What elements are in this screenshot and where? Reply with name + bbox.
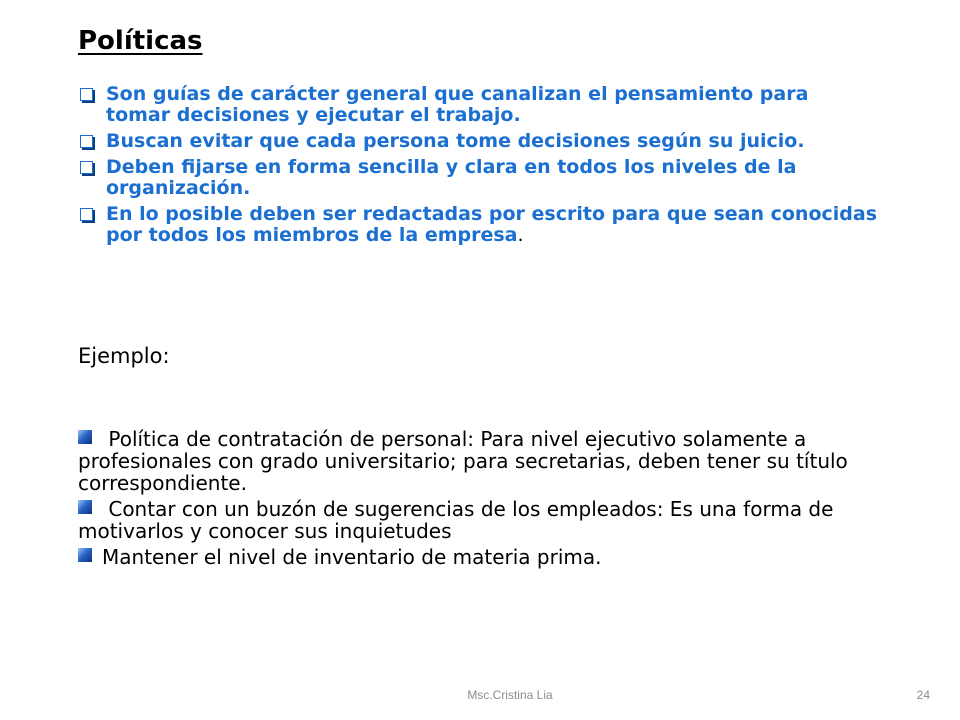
bullet-item <box>78 157 878 199</box>
bullet-list <box>78 84 878 251</box>
example-item <box>78 428 898 494</box>
checkbox-bullet-icon <box>80 88 93 101</box>
footer-author: Msc.Cristina Lia <box>467 688 553 702</box>
bullet-text: Son guías de carácter general que canalizan el pensamiento para tomar decisiones y ejecutar el trabajo. <box>106 83 809 126</box>
bullet-item <box>78 204 878 246</box>
example-text: Política de contratación de personal: Para nivel ejecutivo solamente a profesionales con grado universitario; para secretarias, deben tener su título correspondiente. <box>78 427 848 495</box>
bullet-text: Deben fijarse en forma sencilla y clara en todos los niveles de la organización. <box>106 156 797 199</box>
checkbox-bullet-icon <box>80 208 93 221</box>
checkbox-bullet-icon <box>80 161 93 174</box>
bullet-text: En lo posible deben ser redactadas por escrito para que sean conocidas por todos los miembros de la empresa <box>106 203 878 246</box>
example-list <box>78 428 898 572</box>
bullet-item <box>78 84 878 126</box>
example-item <box>78 498 898 542</box>
square-bullet-icon <box>78 500 92 514</box>
example-text: Mantener el nivel de inventario de materia prima. <box>102 545 602 569</box>
example-item <box>78 546 898 568</box>
bullet-text: Buscan evitar que cada persona tome decisiones según su juicio. <box>106 130 805 152</box>
slide-title: Políticas <box>78 26 203 56</box>
bullet-tail: . <box>517 224 524 246</box>
example-label: Ejemplo: <box>78 344 170 368</box>
page-number: 24 <box>916 688 930 702</box>
example-text: Contar con un buzón de sugerencias de los empleados: Es una forma de motivarlos y conocer sus inquietudes <box>78 497 834 543</box>
square-bullet-icon <box>78 430 92 444</box>
checkbox-bullet-icon <box>80 135 93 148</box>
square-bullet-icon <box>78 548 92 562</box>
bullet-item <box>78 131 878 152</box>
